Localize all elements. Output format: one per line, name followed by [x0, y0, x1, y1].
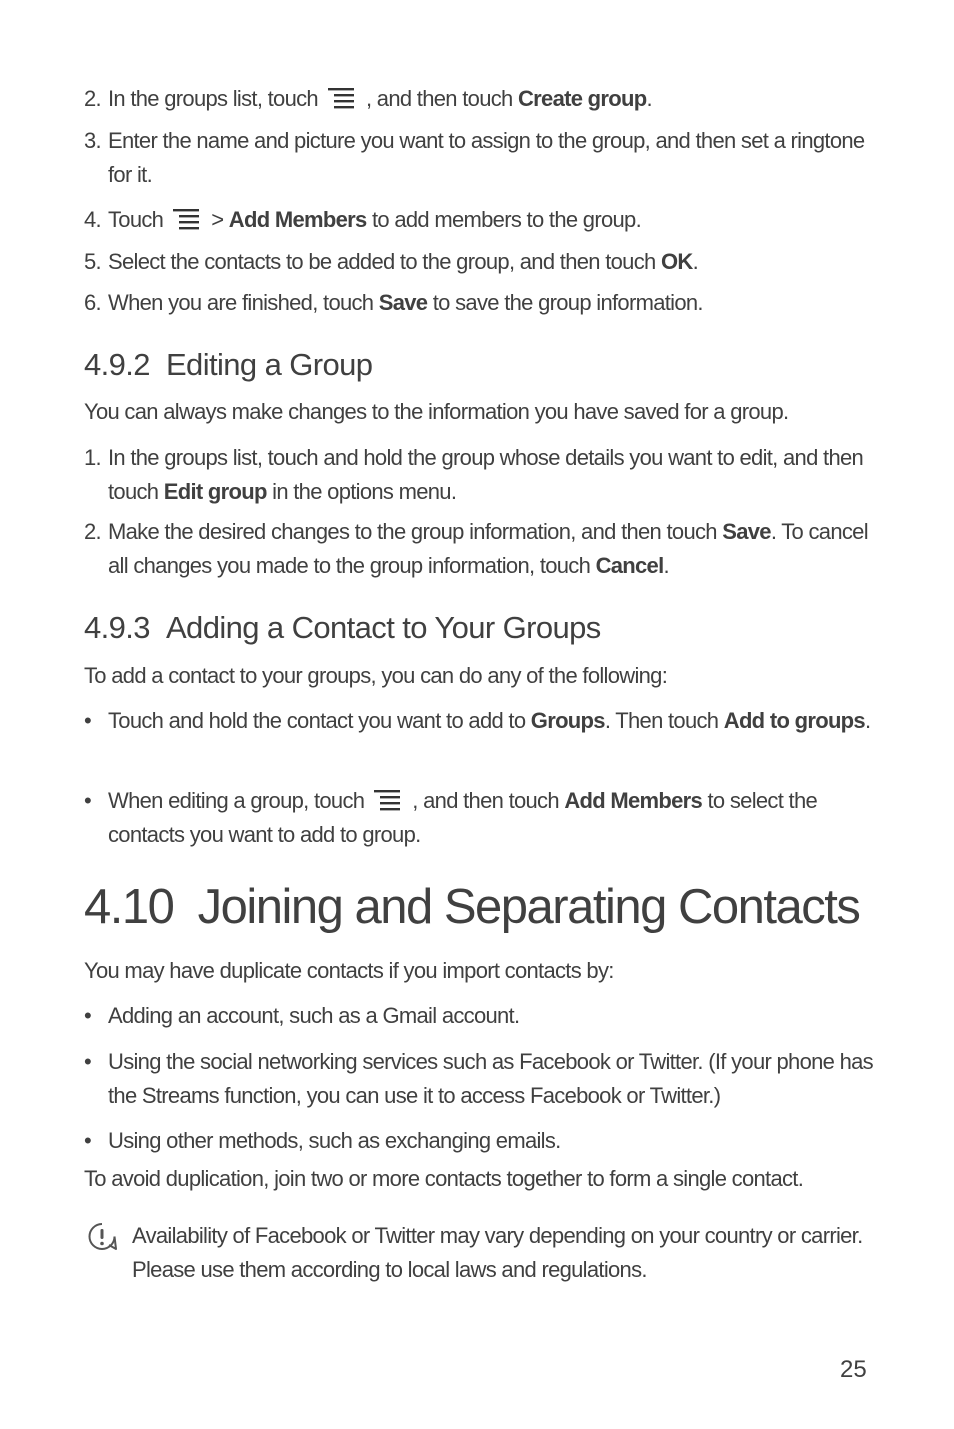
section-outro: To avoid duplication, join two or more contacts together to form a single contact. [84, 1166, 804, 1191]
bullet-marker: • [84, 1003, 92, 1028]
bullet-marker: • [84, 708, 92, 733]
section-heading-4-9-3: 4.9.3 Adding a Contact to Your Groups [84, 610, 601, 645]
menu-icon [173, 208, 201, 230]
bullet-marker: • [84, 1128, 92, 1153]
page-number: 25 [840, 1356, 867, 1383]
section-intro: You can always make changes to the information you have saved for a group. [84, 399, 789, 424]
chapter-heading-4-10: 4.10 Joining and Separating Contacts [84, 880, 860, 934]
section-intro: You may have duplicate contacts if you import contacts by: [84, 958, 614, 983]
bullet-marker: • [84, 1049, 92, 1074]
menu-icon [328, 87, 356, 109]
bullet-marker: • [84, 788, 92, 813]
warning-icon [86, 1221, 118, 1253]
section-intro: To add a contact to your groups, you can do any of the following: [84, 663, 668, 688]
section-heading-4-9-2: 4.9.2 Editing a Group [84, 347, 373, 382]
menu-icon [374, 789, 402, 811]
